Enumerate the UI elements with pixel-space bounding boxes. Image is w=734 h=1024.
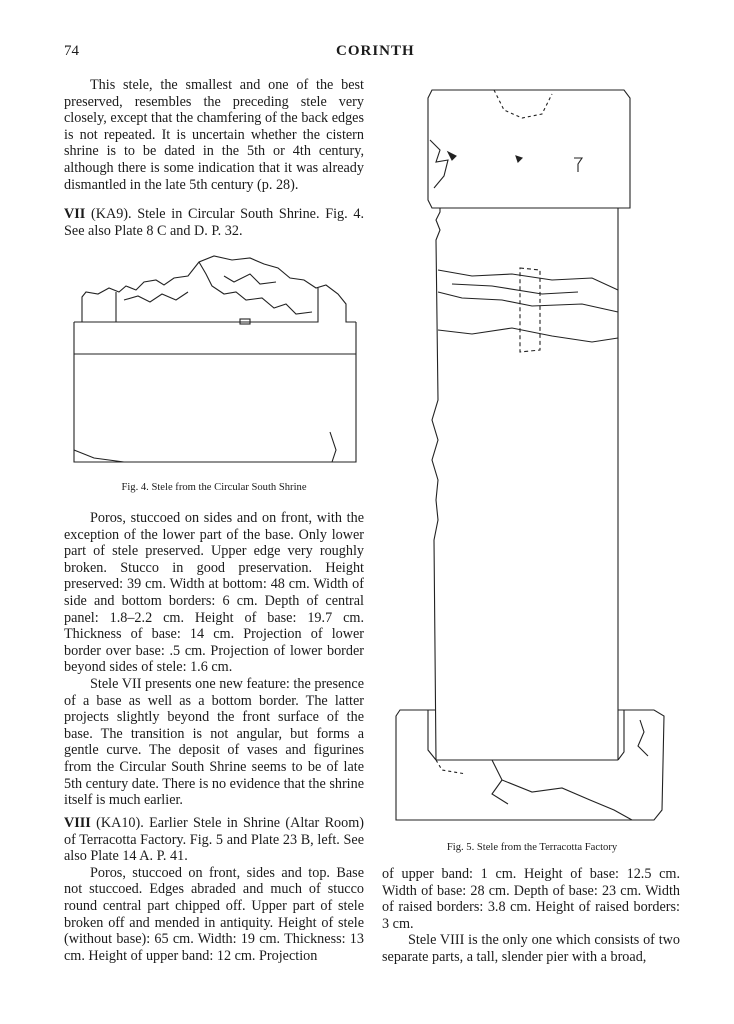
viii-cont-paragraph: of upper band: 1 cm. Height of base: 12.5 cm. Width of base: 28 cm. Depth of base: 23 cm. Width of raised borders: 3.8 cm. Height of raised borders: 3 cm.	[382, 866, 680, 932]
figure-4-drawing	[64, 252, 364, 474]
intro-block	[64, 77, 364, 193]
viii-description: Poros, stuccoed on front, sides and top. Base not stuccoed. Edges abraded and much of stucco round central part chipped off. Upper part of stele broken off and mended in antiquity. Height of stele (without base): 65 cm. Width: 19 cm. Thickness: 13 cm. Height of upper band: 12 cm. Projection	[64, 864, 364, 964]
vii-heading	[64, 206, 364, 239]
vii-description: Poros, stuccoed on sides and on front, with the exception of the lower part of the base. Only lower part of stele preserved. Upper edge very roughly broken. Stucco in good preservation. Height preserved: 39 cm. Width at bottom: 48 cm. Width of side and bottom borders: 6 cm. Depth of central panel: 1.8–2.2 cm. Height of base: 19.7 cm. Thickness of base: 14 cm. Projection of lower border over base: .5 cm. Projection of lower border beyond sides of stele: 1.6 cm.	[64, 510, 364, 676]
viii-block	[64, 815, 364, 964]
figure-4-caption: Fig. 4. Stele from the Circular South Shrine	[121, 482, 307, 493]
vii-number: VII	[64, 206, 86, 222]
viii-number: VIII	[64, 815, 91, 831]
viii-two-parts-paragraph: Stele VIII is the only one which consists of two separate parts, a tall, slender pier with a broad,	[382, 932, 680, 965]
running-title: CORINTH	[336, 43, 415, 59]
figure-5-caption: Fig. 5. Stele from the Terracotta Factory	[446, 842, 618, 853]
vii-body	[64, 510, 364, 809]
page-number: 74	[64, 43, 79, 59]
intro-paragraph: This stele, the smallest and one of the best preserved, resembles the preceding stele very closely, except that the chamfering of the back edges is not repeated. It is uncertain whether the cistern shrine is to be dated in the 5th or 4th century, although there is some indication that it was already dismantled in the late 5th century (p. 28).	[64, 77, 364, 193]
figure-5-drawing	[392, 80, 674, 830]
viii-continuation	[382, 866, 680, 966]
vii-heading-block	[64, 206, 364, 239]
viii-heading	[64, 815, 364, 865]
vii-heading-text: (KA9). Stele in Circular South Shrine. Fig. 4. See also Plate 8 C and D. P. 32.	[64, 206, 364, 239]
viii-heading-text: (KA10). Earlier Stele in Shrine (Altar Room) of Terracotta Factory. Fig. 5 and Plate 23 B, left. See also Plate 14 A. P. 41.	[64, 815, 364, 865]
vii-feature-paragraph: Stele VII presents one new feature: the presence of a base as well as a bottom border. The latter projects slightly beyond the front surface of the base. The transition is not angular, but forms a gentle curve. The deposit of vases and figurines from the Circular South Shrine seems to be of late 5th century date. There is no evidence that the shrine itself is much earlier.	[64, 675, 364, 809]
